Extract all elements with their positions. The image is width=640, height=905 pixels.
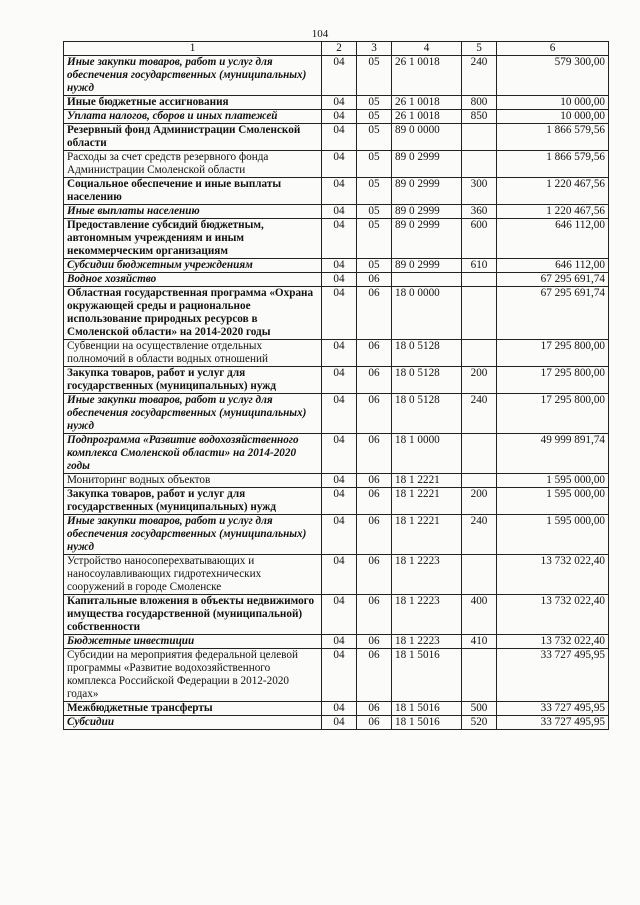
row-subsection: 05: [357, 56, 392, 96]
row-name: Субсидии на мероприятия федеральной целевой программы «Развитие водохозяйственного комплекса Российской Федерации в 2012-2020 годах»: [64, 649, 322, 702]
row-amount: 13 732 022,40: [497, 595, 609, 635]
row-subsection: 06: [357, 649, 392, 702]
row-amount: 13 732 022,40: [497, 635, 609, 649]
row-target-article: 18 1 5016: [392, 702, 462, 716]
row-amount: 579 300,00: [497, 56, 609, 96]
row-section: 04: [322, 367, 357, 394]
row-subsection: 06: [357, 488, 392, 515]
table-row: [64, 716, 609, 730]
row-section: 04: [322, 555, 357, 595]
table-row: [64, 273, 609, 287]
row-expense-type: 200: [462, 488, 497, 515]
row-section: 04: [322, 716, 357, 730]
col-header: 4: [392, 42, 462, 56]
row-name: Субсидии бюджетным учреждениям: [64, 259, 322, 273]
row-amount: 17 295 800,00: [497, 340, 609, 367]
row-subsection: 06: [357, 555, 392, 595]
row-name: Предоставление субсидий бюджетным, автономным учреждениям и иным некоммерческим организациям: [64, 219, 322, 259]
row-expense-type: [462, 474, 497, 488]
row-target-article: 18 1 5016: [392, 716, 462, 730]
row-name: Закупка товаров, работ и услуг для государственных (муниципальных) нужд: [64, 488, 322, 515]
row-subsection: 06: [357, 367, 392, 394]
row-section: 04: [322, 434, 357, 474]
row-name: Мониторинг водных объектов: [64, 474, 322, 488]
row-expense-type: [462, 340, 497, 367]
row-name: Иные бюджетные ассигнования: [64, 96, 322, 110]
row-amount: 646 112,00: [497, 259, 609, 273]
row-amount: 13 732 022,40: [497, 555, 609, 595]
row-target-article: 89 0 2999: [392, 205, 462, 219]
row-expense-type: 400: [462, 595, 497, 635]
row-name: Подпрограмма «Развитие водохозяйственного комплекса Смоленской области» на 2014-2020 годы: [64, 434, 322, 474]
row-subsection: 06: [357, 394, 392, 434]
row-amount: 1 595 000,00: [497, 488, 609, 515]
row-target-article: 18 0 5128: [392, 340, 462, 367]
row-amount: 33 727 495,95: [497, 716, 609, 730]
row-section: 04: [322, 488, 357, 515]
row-target-article: 89 0 2999: [392, 259, 462, 273]
row-target-article: 89 0 2999: [392, 151, 462, 178]
row-target-article: 26 1 0018: [392, 110, 462, 124]
table-row: [64, 340, 609, 367]
row-expense-type: 240: [462, 515, 497, 555]
row-name: Субсидии: [64, 716, 322, 730]
row-expense-type: 300: [462, 178, 497, 205]
row-expense-type: [462, 555, 497, 595]
row-name: Уплата налогов, сборов и иных платежей: [64, 110, 322, 124]
row-target-article: 18 1 2221: [392, 488, 462, 515]
row-amount: 10 000,00: [497, 96, 609, 110]
table-row: [64, 434, 609, 474]
row-target-article: 18 1 2223: [392, 635, 462, 649]
row-amount: 1 866 579,56: [497, 124, 609, 151]
row-subsection: 06: [357, 515, 392, 555]
row-subsection: 06: [357, 702, 392, 716]
row-amount: 646 112,00: [497, 219, 609, 259]
row-expense-type: 520: [462, 716, 497, 730]
row-target-article: 26 1 0018: [392, 56, 462, 96]
table-row: [64, 515, 609, 555]
row-expense-type: [462, 649, 497, 702]
table-row: [64, 56, 609, 96]
table-row: [64, 367, 609, 394]
row-amount: 33 727 495,95: [497, 649, 609, 702]
row-subsection: 05: [357, 110, 392, 124]
row-section: 04: [322, 474, 357, 488]
row-amount: 1 595 000,00: [497, 515, 609, 555]
row-section: 04: [322, 515, 357, 555]
row-name: Областная государственная программа «Охрана окружающей среды и рациональное использование природных ресурсов в Смоленской области» на 2014-2020 годы: [64, 287, 322, 340]
row-amount: 67 295 691,74: [497, 287, 609, 340]
table-row: [64, 702, 609, 716]
row-expense-type: 360: [462, 205, 497, 219]
row-expense-type: [462, 151, 497, 178]
row-name: Субвенции на осуществление отдельных полномочий в области водных отношений: [64, 340, 322, 367]
row-expense-type: 800: [462, 96, 497, 110]
row-section: 04: [322, 151, 357, 178]
row-section: 04: [322, 340, 357, 367]
col-header: 3: [357, 42, 392, 56]
row-name: Иные закупки товаров, работ и услуг для обеспечения государственных (муниципальных) нужд: [64, 515, 322, 555]
row-name: Межбюджетные трансферты: [64, 702, 322, 716]
row-section: 04: [322, 205, 357, 219]
budget-table: [63, 41, 609, 730]
table-row: [64, 151, 609, 178]
row-expense-type: [462, 124, 497, 151]
row-target-article: 18 1 0000: [392, 434, 462, 474]
row-amount: 17 295 800,00: [497, 367, 609, 394]
row-target-article: 18 1 2223: [392, 555, 462, 595]
row-section: 04: [322, 287, 357, 340]
row-section: 04: [322, 56, 357, 96]
row-expense-type: 600: [462, 219, 497, 259]
row-name: Водное хозяйство: [64, 273, 322, 287]
table-row: [64, 394, 609, 434]
row-amount: 67 295 691,74: [497, 273, 609, 287]
col-header: 2: [322, 42, 357, 56]
row-target-article: 18 1 2221: [392, 515, 462, 555]
table-row: [64, 635, 609, 649]
row-target-article: 89 0 2999: [392, 219, 462, 259]
col-header: 1: [64, 42, 322, 56]
row-subsection: 06: [357, 340, 392, 367]
row-target-article: 18 0 5128: [392, 394, 462, 434]
row-amount: 1 220 467,56: [497, 205, 609, 219]
row-amount: 1 220 467,56: [497, 178, 609, 205]
row-section: 04: [322, 273, 357, 287]
row-expense-type: [462, 287, 497, 340]
row-target-article: 18 1 5016: [392, 649, 462, 702]
table-row: [64, 219, 609, 259]
table-row: [64, 178, 609, 205]
row-target-article: 18 1 2221: [392, 474, 462, 488]
row-expense-type: [462, 434, 497, 474]
row-subsection: 06: [357, 716, 392, 730]
row-subsection: 05: [357, 259, 392, 273]
row-section: 04: [322, 110, 357, 124]
page-number: 104: [311, 28, 329, 40]
row-section: 04: [322, 219, 357, 259]
table-row: [64, 124, 609, 151]
row-subsection: 06: [357, 273, 392, 287]
row-name: Иные закупки товаров, работ и услуг для обеспечения государственных (муниципальных) нужд: [64, 394, 322, 434]
row-target-article: 89 0 2999: [392, 178, 462, 205]
table-row: [64, 96, 609, 110]
table-header-row: [64, 42, 609, 56]
col-header: 6: [497, 42, 609, 56]
table-row: [64, 259, 609, 273]
table-row: [64, 474, 609, 488]
table-row: [64, 287, 609, 340]
row-target-article: [392, 273, 462, 287]
row-subsection: 06: [357, 595, 392, 635]
row-subsection: 06: [357, 434, 392, 474]
table-row: [64, 488, 609, 515]
row-section: 04: [322, 124, 357, 151]
table-row: [64, 649, 609, 702]
table-row: [64, 205, 609, 219]
row-target-article: 18 1 2223: [392, 595, 462, 635]
row-name: Социальное обеспечение и иные выплаты населению: [64, 178, 322, 205]
row-subsection: 05: [357, 96, 392, 110]
row-amount: 1 866 579,56: [497, 151, 609, 178]
row-expense-type: 850: [462, 110, 497, 124]
row-subsection: 05: [357, 205, 392, 219]
row-amount: 49 999 891,74: [497, 434, 609, 474]
row-subsection: 05: [357, 178, 392, 205]
row-target-article: 26 1 0018: [392, 96, 462, 110]
row-section: 04: [322, 96, 357, 110]
row-name: Капитальные вложения в объекты недвижимого имущества государственной (муниципальной) собственности: [64, 595, 322, 635]
row-section: 04: [322, 702, 357, 716]
row-target-article: 89 0 0000: [392, 124, 462, 151]
row-section: 04: [322, 394, 357, 434]
row-amount: 17 295 800,00: [497, 394, 609, 434]
row-subsection: 06: [357, 287, 392, 340]
row-name: Иные выплаты населению: [64, 205, 322, 219]
row-expense-type: 240: [462, 56, 497, 96]
row-amount: 1 595 000,00: [497, 474, 609, 488]
row-section: 04: [322, 649, 357, 702]
row-expense-type: [462, 273, 497, 287]
row-name: Закупка товаров, работ и услуг для государственных (муниципальных) нужд: [64, 367, 322, 394]
row-subsection: 05: [357, 219, 392, 259]
table-row: [64, 595, 609, 635]
row-name: Расходы за счет средств резервного фонда Администрации Смоленской области: [64, 151, 322, 178]
row-subsection: 06: [357, 474, 392, 488]
row-section: 04: [322, 259, 357, 273]
row-amount: 33 727 495,95: [497, 702, 609, 716]
row-name: Резервный фонд Администрации Смоленской области: [64, 124, 322, 151]
col-header: 5: [462, 42, 497, 56]
row-section: 04: [322, 178, 357, 205]
table-row: [64, 555, 609, 595]
row-name: Бюджетные инвестиции: [64, 635, 322, 649]
row-expense-type: 500: [462, 702, 497, 716]
row-expense-type: 410: [462, 635, 497, 649]
row-subsection: 05: [357, 124, 392, 151]
row-name: Устройство наносоперехватывающих и наносоулавливающих гидротехнических сооружений в городе Смоленске: [64, 555, 322, 595]
row-subsection: 05: [357, 151, 392, 178]
row-target-article: 18 0 0000: [392, 287, 462, 340]
row-amount: 10 000,00: [497, 110, 609, 124]
row-section: 04: [322, 595, 357, 635]
row-section: 04: [322, 635, 357, 649]
row-subsection: 06: [357, 635, 392, 649]
row-expense-type: 610: [462, 259, 497, 273]
row-target-article: 18 0 5128: [392, 367, 462, 394]
table-row: [64, 110, 609, 124]
row-expense-type: 200: [462, 367, 497, 394]
row-name: Иные закупки товаров, работ и услуг для обеспечения государственных (муниципальных) нужд: [64, 56, 322, 96]
row-expense-type: 240: [462, 394, 497, 434]
